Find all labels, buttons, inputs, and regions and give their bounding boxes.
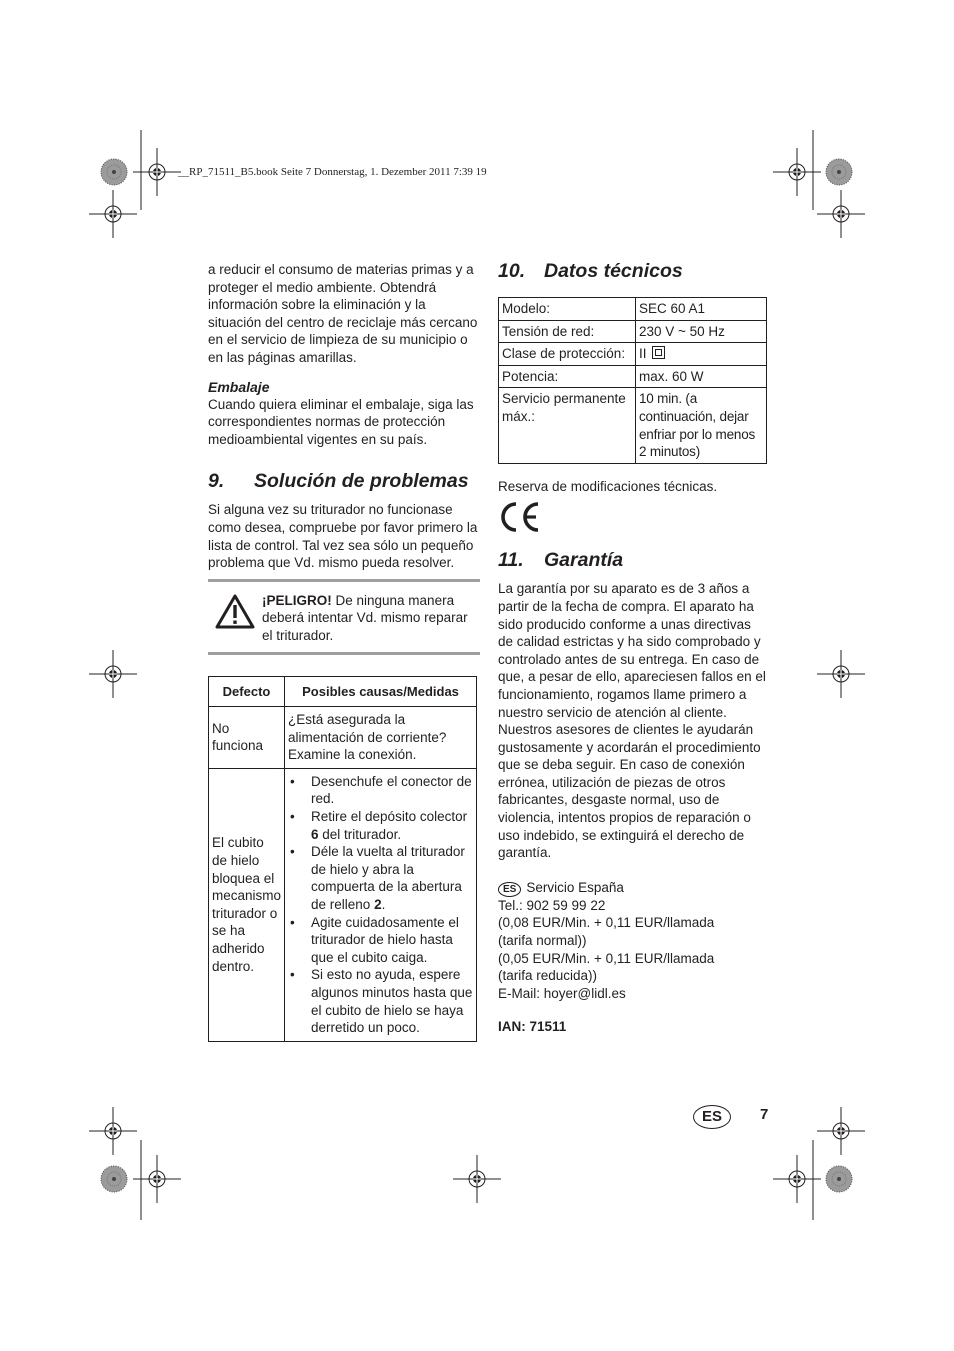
spec-value: 10 min. (a continuación, dejar enfriar por lo menos 2 minutos) — [636, 388, 767, 463]
right-column — [498, 258, 768, 1034]
list-item: • Déle la vuelta al triturador de hielo y abra la compuerta de la abertura de relleno 2. — [290, 844, 465, 913]
left-column — [208, 261, 480, 1042]
ce-mark-icon — [498, 501, 542, 533]
warning-label: ¡PELIGRO! — [262, 592, 332, 608]
packaging-heading: Embalaje — [208, 378, 270, 395]
section-9-number: 9. — [208, 470, 225, 493]
section-10-title: Datos técnicos — [544, 260, 683, 282]
warning-text — [262, 592, 480, 645]
action-text: Examine la conexión. — [288, 747, 417, 763]
section-10-heading — [498, 258, 768, 284]
service-rate-normal-label: (tarifa normal)) — [498, 933, 587, 949]
country-badge: ES — [498, 882, 521, 897]
spec-label: Servicio permanente máx.: — [499, 388, 636, 463]
service-rate-reduced-label: (tarifa reducida)) — [498, 968, 598, 984]
file-header-line: __RP_71511_B5.book Seite 7 Donnerstag, 1. Dezember 2011 7:39 19 — [178, 166, 487, 178]
section-9-heading — [208, 468, 480, 494]
danger-warning-box — [208, 579, 480, 655]
packaging-paragraph: Cuando quiera eliminar el embalaje, siga las correspondientes normas de protección medioambiental vigentes en su país. — [208, 396, 474, 447]
page-number: 7 — [760, 1106, 769, 1123]
table-row — [499, 298, 767, 321]
header-causes: Posibles causas/Medidas — [285, 676, 477, 707]
service-tel: Tel.: 902 59 99 22 — [498, 897, 606, 913]
table-row — [499, 365, 767, 388]
warning-message: De ninguna manera deberá intentar Vd. mismo reparar el triturador. — [262, 592, 468, 643]
list-item: • Retire el depósito colector 6 del triturador. — [290, 809, 468, 842]
cause-text: ¿Está asegurada la alimentación de corriente? — [288, 712, 447, 745]
list-item: • Agite cuidadosamente el triturador de hielo hasta que el cubito caiga. — [290, 914, 459, 965]
spec-value: II — [636, 343, 767, 366]
spec-label: Clase de protección: — [499, 343, 636, 366]
table-header-row — [209, 676, 477, 707]
ian-code: IAN: 71511 — [498, 1019, 567, 1035]
ce-mark — [498, 501, 768, 535]
cause-cell — [285, 707, 477, 769]
measures-list — [288, 773, 473, 1037]
section-11-title: Garantía — [544, 549, 624, 572]
section-9-title: Solución de problemas — [254, 470, 469, 493]
technical-data-table — [498, 297, 767, 464]
section-11-number: 11. — [498, 549, 524, 572]
table-row — [209, 707, 477, 769]
list-item: • Si esto no ayuda, espere algunos minutos hasta que el cubito de hielo se haya derretido un poco. — [290, 967, 473, 1036]
spec-value: 230 V ~ 50 Hz — [636, 320, 767, 343]
spec-label: Tensión de red: — [499, 320, 636, 343]
defect-cell: No funciona — [209, 707, 285, 769]
spec-label: Modelo: — [499, 298, 636, 321]
warranty-paragraph: La garantía por su aparato es de 3 años a partir de la fecha de compra. El aparato ha sido producido conforme a unas directivas de calidad estrictas y ha sido comprobado y controlado antes de su entrega. En caso de que, a pesar de ello, apareciesen fallos en el funcionamiento, rogamos llame primero a nuestro servicio de atención al cliente. Nuestros asesores de clientes le ayudarán gustosamente y acordarán el procedimiento que se deba seguir. En caso de conexión errónea, utilización de piezas de otros fabricantes, desgaste normal, uso de violencia, intentos propios de reparación o uso indebido, se extinguirá el derecho de garantía. — [498, 581, 766, 861]
section-9-paragraph: Si alguna vez su triturador no funcionase como desea, compruebe por favor primero la lista de control. Tal vez sea sólo un pequeño problema que Vd. mismo pueda resolver. — [208, 502, 478, 571]
measures-cell — [285, 768, 477, 1041]
reserve-note: Reserva de modificaciones técnicas. — [498, 478, 718, 494]
table-row — [499, 343, 767, 366]
table-row — [499, 388, 767, 463]
table-row — [499, 320, 767, 343]
service-rate-normal: (0,08 EUR/Min. + 0,11 EUR/llamada — [498, 915, 715, 931]
service-email: E-Mail: hoyer@lidl.es — [498, 985, 626, 1001]
service-rate-reduced: (0,05 EUR/Min. + 0,11 EUR/llamada — [498, 950, 715, 966]
section-11-heading — [498, 547, 768, 573]
service-name-line — [498, 879, 768, 897]
intro-paragraph: a reducir el consumo de materias primas y a proteger el medio ambiente. Obtendrá información sobre la eliminación y la situación del centro de reciclaje más cercano en el servicio de limpieza de su municipio o en las páginas amarillas. — [208, 262, 478, 365]
table-row — [209, 768, 477, 1041]
service-name: Servicio España — [526, 879, 624, 895]
defect-cell: El cubito de hielo bloquea el mecanismo triturador o se ha adherido dentro. — [209, 768, 285, 1041]
spec-value: SEC 60 A1 — [636, 298, 767, 321]
spec-value: max. 60 W — [636, 365, 767, 388]
section-10-number: 10. — [498, 260, 526, 282]
header-defect: Defecto — [209, 676, 285, 707]
service-block — [498, 879, 768, 1003]
spec-label: Potencia: — [499, 365, 636, 388]
protection-class-ii-icon — [652, 346, 665, 359]
language-badge: ES — [693, 1105, 731, 1129]
list-item: • Desenchufe el conector de red. — [290, 773, 472, 807]
warning-triangle-icon — [208, 592, 262, 629]
troubleshooting-table — [208, 676, 477, 1042]
